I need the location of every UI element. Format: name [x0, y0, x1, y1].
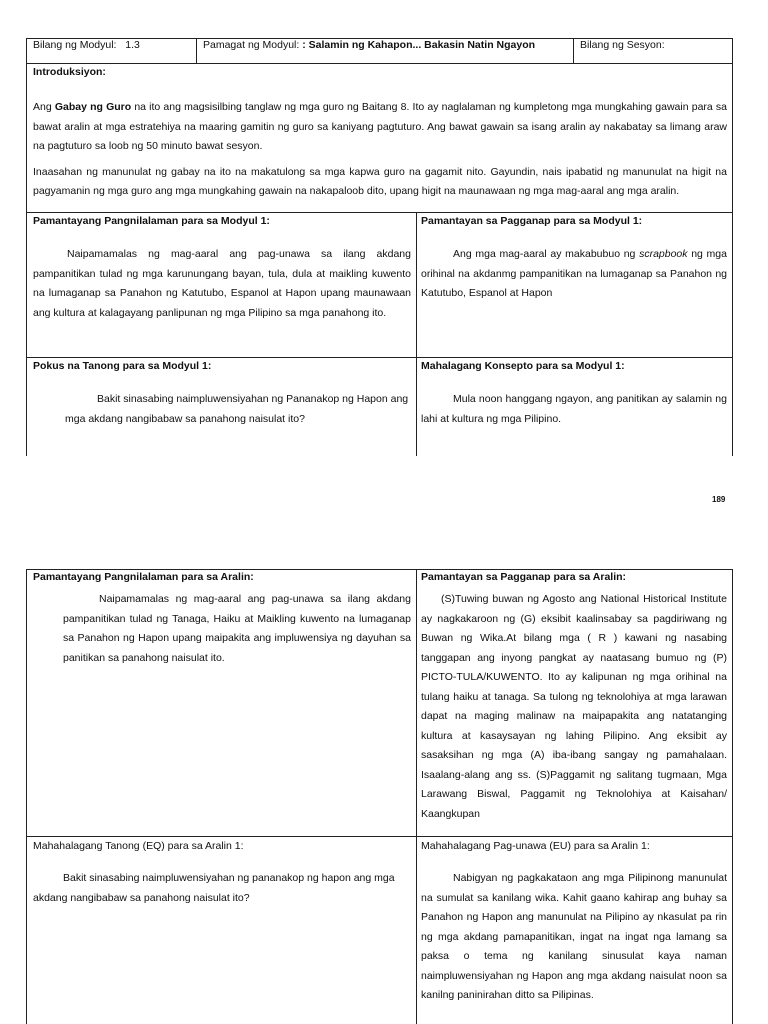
module-performance-standard	[421, 214, 727, 304]
module-title-value: : Salamin ng Kahapon... Bakasin Natin Ngayon	[302, 39, 536, 51]
module-focus-question	[33, 359, 411, 429]
lesson-performance-standard	[421, 570, 727, 824]
module-number-label: Bilang ng Modyul:	[33, 39, 117, 51]
lesson-essential-question-heading: Mahahalagang Tanong (EQ) para sa Aralin 1:	[33, 840, 244, 852]
scrapbook-term: scrapbook	[639, 248, 688, 260]
module-key-concept	[421, 359, 727, 429]
lesson-performance-standard-text: (S)Tuwing buwan ng Agosto ang National Historical Institute ay nagkakaroon ng (G) eksibit kaalinsabay sa pagdiriwang ng Buwan ng Wika.At bilang mga ( R ) kawani ng nasabing tanggapan ang inyong pangkat ay naatasang bumuo ng (P) PICTO-TULA/KUWENTO. Ito ay kalipunan ng mga orihinal na tulang haiku at tanaga. Sa tulong ng teknolohiya at mga larawan dapat na maging malinaw na maipapakita ang natatanging kultura at kasaysayan ng lahing Pilipino. Ang eksibit ay sasaksihan ng mga (A) iba-ibang sangay ng pamahalaan. Isaalang-alang ang ss. (S)Paggamit ng salitang tugmaan, Mga Larawang Biswal, Paggamit ng Teknolohiya at Kaisahan/ Kaangkupan	[421, 593, 727, 820]
lesson-essential-question	[33, 839, 411, 908]
module-content-standard	[33, 214, 411, 323]
introduction-paragraph-1: Ang Gabay ng Guro na ito ang magsisilbing tanglaw ng mga guro ng Baitang 8. Ito ay naglalaman ng kumpletong mga mungkahing gawain para sa bawat aralin at mga estratehiya na maaring gamitin ng guro sa kaniyang pagtuturo. Ang bawat gawain sa isang aralin ay nakabatay sa limang araw na pagtuturo sa loob ng 50 minuto bawat sesyon.	[33, 101, 727, 152]
module-title-label: Pamagat ng Modyul:	[203, 39, 300, 51]
lesson-content-standard-heading: Pamantayang Pangnilalaman para sa Aralin:	[33, 571, 254, 583]
module-focus-question-heading: Pokus na Tanong para sa Modyul 1:	[33, 360, 212, 372]
module-title-cell	[203, 38, 535, 52]
module-number-value: 1.3	[125, 39, 140, 51]
introduction-paragraph-2: Inaasahan ng manunulat ng gabay na ito na makatulong sa mga kapwa guro na gagamit nito. Gayundin, nais ipabatid ng manunulat na higit na pagyamanin ng mga guro ang mga mungkahing gawain na nakapaloob dito, upang higit na maunawaan ng mga mag-aaral ang mga aralin.	[33, 165, 727, 197]
module-key-concept-heading: Mahalagang Konsepto para sa Modyul 1:	[421, 360, 625, 372]
module-content-standard-heading: Pamantayang Pangnilalaman para sa Modyul 1:	[33, 215, 270, 227]
lesson-content-standard-text: Naipamamalas ng mag-aaral ang pag-unawa sa ilang akdang pampanitikan tulad ng Tanaga, Haiku at Maikling kuwento na lumaganap sa Panahon ng Hapon upang maipakita ang impluwensiya ng dayuhan sa panitikan sa panahong naisulat ito.	[63, 593, 411, 664]
module-performance-standard-heading: Pamantayan sa Pagganap para sa Modyul 1:	[421, 215, 643, 227]
module-number-cell	[33, 38, 140, 63]
lesson-essential-understanding	[421, 839, 727, 1006]
lesson-essential-understanding-text: Nabigyan ng pagkakataon ang mga Pilipinong manunulat na sumulat sa kanilang wika. Kahit gaano kahirap ang buhay sa Panahon ng Hapon ang manunulat na Pilipino ay nkasulat pa rin ng mga akdang pamapanitikan, ingat na ingat nga lamang sa paksa o tema ng kanilang sinusulat kaya naman naimpluwensiyahan ng Hapon ang mga akdang naisulat noon sa kanilng paninirahan ditto sa Pilipinas.	[421, 872, 727, 1001]
module-key-concept-text: Mula noon hanggang ngayon, ang panitikan ay salamin ng lahi at kultura ng mga Pilipino.	[421, 393, 727, 425]
module-focus-question-text: Bakit sinasabing naimpluwensiyahan ng Pananakop ng Hapon ang mga akdang nangibabaw sa panahong naisulat ito?	[65, 393, 409, 425]
introduction-section	[33, 65, 727, 202]
session-number-label: Bilang ng Sesyon:	[580, 39, 665, 51]
guide-name: Gabay ng Guro	[54, 101, 132, 113]
lesson-essential-understanding-heading: Mahahalagang Pag-unawa (EU) para sa Aralin 1:	[421, 840, 650, 852]
session-number-cell	[580, 38, 665, 52]
lesson-essential-question-text: Bakit sinasabing naimpluwensiyahan ng pananakop ng hapon ang mga akdang nangibabaw sa panahong naisulat ito?	[33, 872, 395, 904]
module-content-standard-text: Naipamamalas ng mag-aaral ang pag-unawa sa ilang akdang pampanitikan tulad ng mga karunungang bayan, tula, dula at maikling kuwento na lumaganap sa Panahon ng Katutubo, Espanol at Hapon upang maunawaan ang kultura at kalagayang panlipunan ng mga Pilipino sa mga panahong ito.	[33, 248, 411, 319]
introduction-heading: Introduksiyon:	[33, 66, 106, 78]
lesson-performance-standard-heading: Pamantayan sa Pagganap para sa Aralin:	[421, 571, 627, 583]
page-number: 189	[712, 495, 726, 504]
module-performance-standard-text: Ang mga mag-aaral ay makabubuo ng scrapbook ng mga orihinal na akdanmg pampanitikan na lumaganap sa Panahon ng Katutubo, Espanol at Hapon	[421, 248, 727, 299]
lesson-content-standard	[33, 570, 411, 668]
